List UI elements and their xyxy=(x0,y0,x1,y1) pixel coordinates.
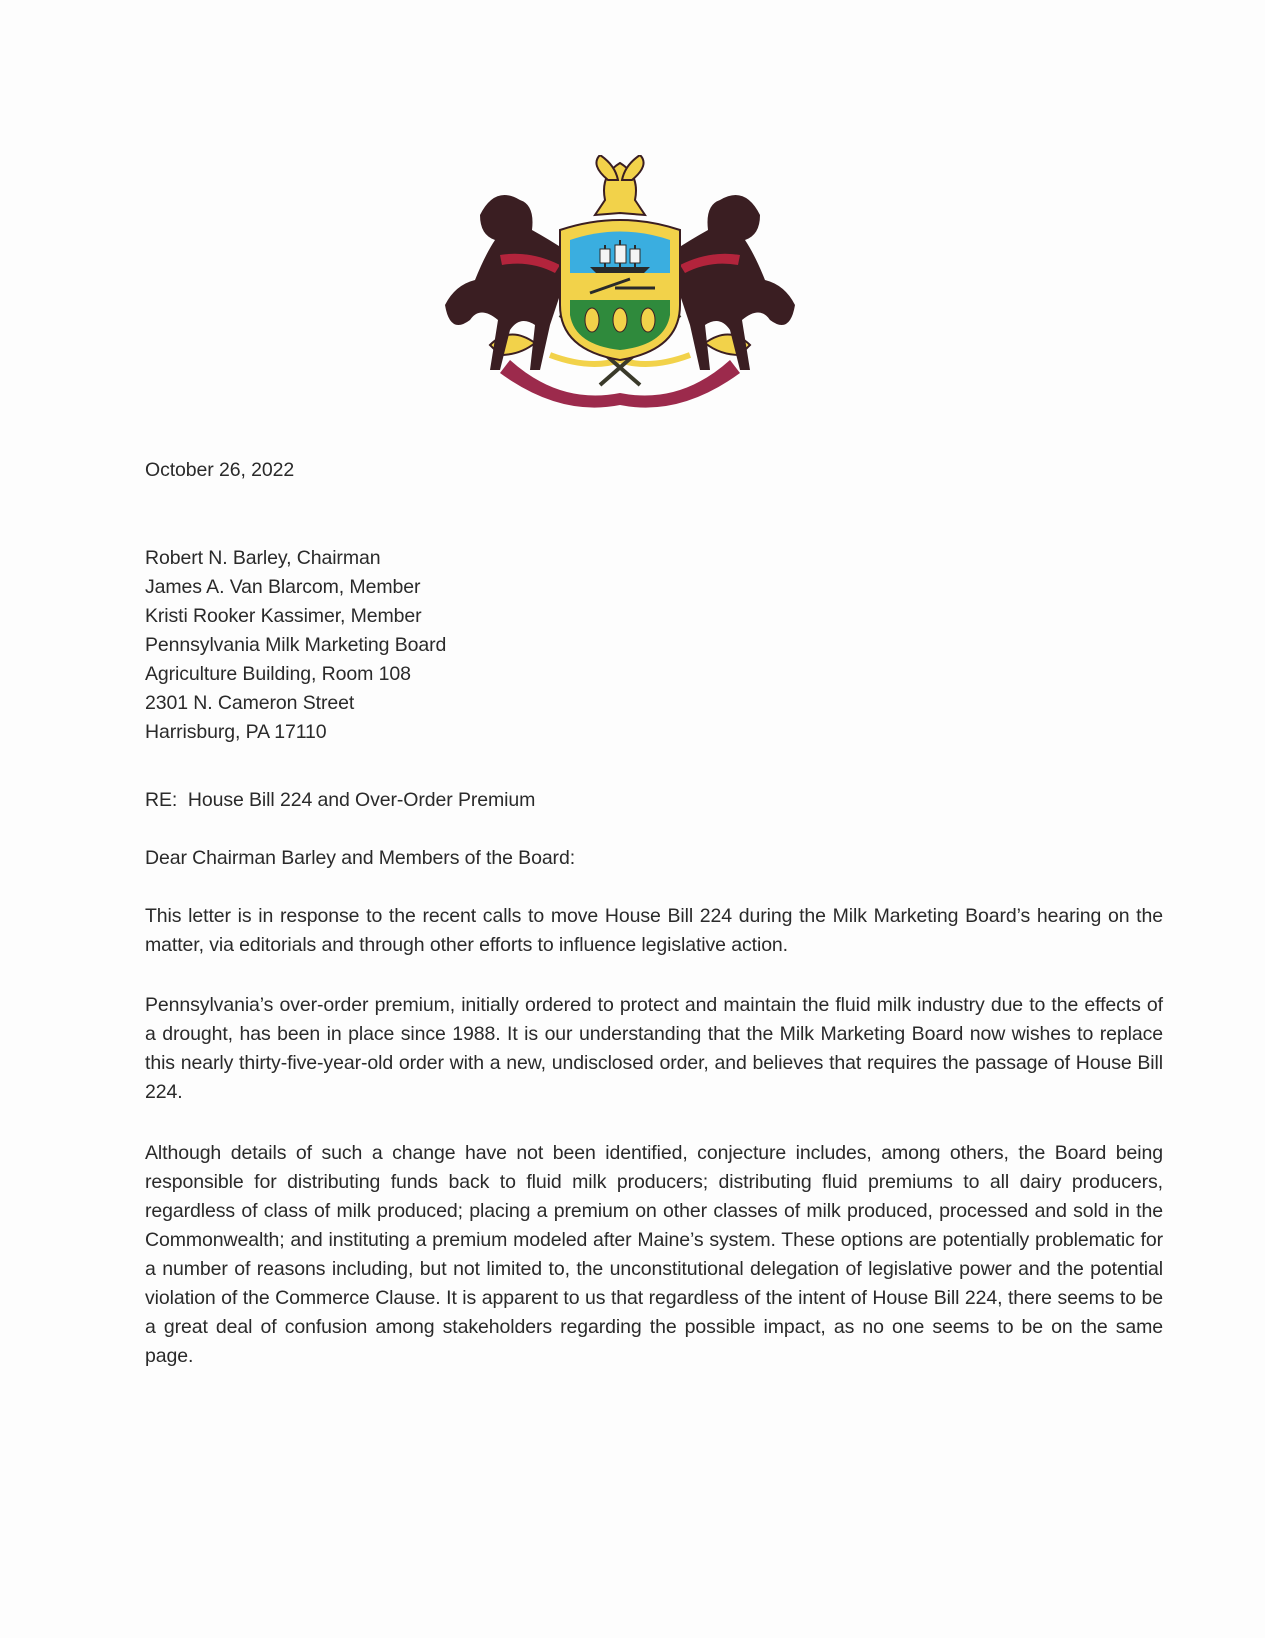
address-line: Robert N. Barley, Chairman xyxy=(145,547,381,569)
pennsylvania-coat-of-arms-icon xyxy=(440,155,800,410)
letter-date: October 26, 2022 xyxy=(145,459,295,481)
address-line: Kristi Rooker Kassimer, Member xyxy=(145,605,422,627)
salutation: Dear Chairman Barley and Members of the Board: xyxy=(145,847,576,869)
body-paragraph: Pennsylvania’s over-order premium, initially ordered to protect and maintain the fluid milk industry due to the effects of a drought, has been in place since 1988. It is our understanding that the Milk Marketing Board now wishes to replace this nearly thirty-five-year-old order with a new, undisclosed order, and believes that requires the passage of House Bill 224. xyxy=(145,994,1163,1103)
address-line: Pennsylvania Milk Marketing Board xyxy=(145,634,447,656)
subject-line: RE: House Bill 224 and Over-Order Premium xyxy=(145,789,536,811)
address-line: Agriculture Building, Room 108 xyxy=(145,663,411,685)
body-paragraph: This letter is in response to the recent calls to move House Bill 224 during the Milk Marketing Board’s hearing on the matter, via editorials and through other efforts to influence legislative action. xyxy=(145,905,1163,956)
recipient-address xyxy=(145,544,1163,747)
address-line: James A. Van Blarcom, Member xyxy=(145,576,421,598)
body-paragraph: Although details of such a change have not been identified, conjecture includes, among others, the Board being responsible for distributing funds back to fluid milk producers; distributing fluid premiums to all dairy producers, regardless of class of milk produced; placing a premium on other classes of milk produced, processed and sold in the Commonwealth; and instituting a premium modeled after Maine’s system. These options are potentially problematic for a number of reasons including, but not limited to, the unconstitutional delegation of legislative power and the potential violation of the Commerce Clause. It is apparent to us that regardless of the intent of House Bill 224, there seems to be a great deal of confusion among stakeholders regarding the possible impact, as no one seems to be on the same page. xyxy=(145,1142,1163,1367)
address-line: 2301 N. Cameron Street xyxy=(145,692,355,714)
address-line: Harrisburg, PA 17110 xyxy=(145,721,327,743)
